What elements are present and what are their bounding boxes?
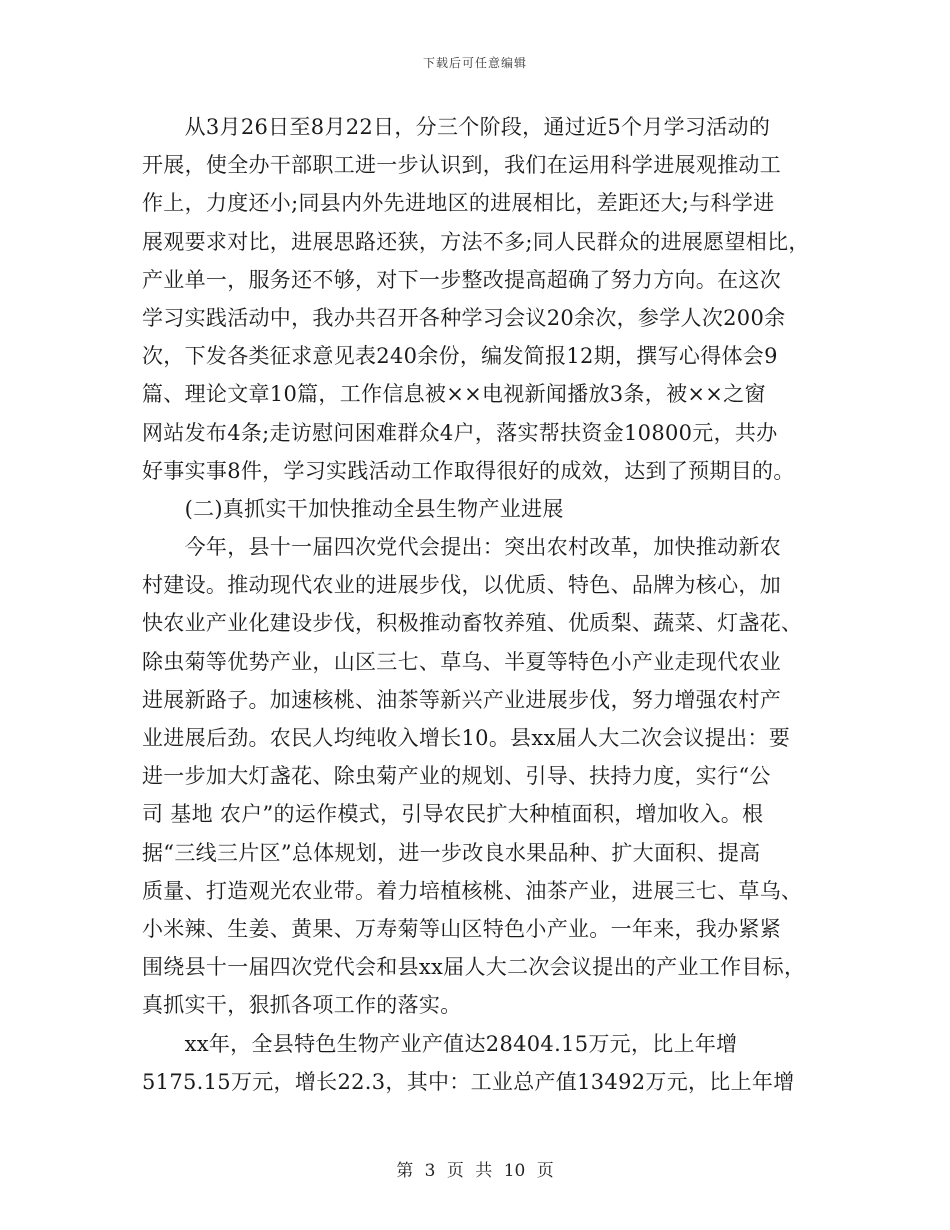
text-line: 围绕县十一届四次党代会和县xx届人大二次会议提出的产业工作目标， <box>142 955 806 980</box>
text-line: xx年，全县特色生物产业产值达28404.15万元，比上年增 <box>142 1031 738 1056</box>
text-line: 业进展后劲。农民人均纯收入增长10。县xx届人大二次会议提出：要 <box>142 726 791 750</box>
text-line: 小米辣、生姜、黄果、万寿菊等山区特色小产业。一年来，我办紧紧 <box>142 916 781 941</box>
text-line: 次，下发各类征求意见表240余份，编发简报12期，撰写心得体会9 <box>142 344 778 369</box>
text-line: 司 基地 农户”的运作模式，引导农民扩大种植面积，增加收入。根 <box>142 802 764 827</box>
text-line: 今年，县十一届四次党代会提出：突出农村改革，加快推动新农 <box>142 535 781 560</box>
text-line: 从3月26日至8月22日，分三个阶段，通过近5个月学习活动的 <box>142 115 771 139</box>
text-line: 开展，使全办干部职工进一步认识到，我们在运用科学进展观推动工 <box>142 153 781 178</box>
text-line: 真抓实干，狠抓各项工作的落实。 <box>142 993 462 1018</box>
text-line: 作上，力度还小;同县内外先进地区的进展相比，差距还大;与科学进 <box>142 191 775 216</box>
page-header: 下载后可任意编辑 <box>422 56 527 70</box>
text-line: 5175.15万元，增长22.3，其中：工业总产值13492万元，比上年增 <box>142 1069 795 1094</box>
section-heading: (二)真抓实干加快推动全县生物产业进展 <box>142 496 564 521</box>
text-line: 快农业产业化建设步伐，积极推动畜牧养殖、优质梨、蔬菜、灯盏花、 <box>142 611 803 636</box>
text-line: 篇、理论文章10篇，工作信息被××电视新闻播放3条，被××之窗 <box>142 382 766 407</box>
document-body <box>142 108 822 1101</box>
page-number: 第 3 页 共 10 页 <box>396 1161 554 1181</box>
text-line: 村建设。推动现代农业的进展步伐，以优质、特色、品牌为核心，加 <box>142 573 781 598</box>
text-line: 好事实事8件，学习实践活动工作取得很好的成效，达到了预期目的。 <box>142 458 795 483</box>
text-line: 产业单一，服务还不够，对下一步整改提高超确了努力方向。在这次 <box>142 267 781 292</box>
text-line: 学习实践活动中，我办共召开各种学习会议20余次，参学人次200余 <box>142 305 786 330</box>
text-line: 据“三线三片区”总体规划，进一步改良水果品种、扩大面积、提高 <box>142 840 761 865</box>
text-line: 展观要求对比，进展思路还狭，方法不多;同人民群众的进展愿望相比， <box>142 229 810 254</box>
text-line: 进一步加大灯盏花、除虫菊产业的规划、引导、扶持力度，实行“公 <box>142 764 771 789</box>
text-line: 质量、打造观光农业带。着力培植核桃、油茶产业，进展三七、草乌、 <box>142 878 803 903</box>
text-line: 进展新路子。加速核桃、油茶等新兴产业进展步伐，努力增强农村产 <box>142 687 781 712</box>
text-line: 除虫菊等优势产业，山区三七、草乌、半夏等特色小产业走现代农业 <box>142 649 781 674</box>
text-line: 网站发布4条;走访慰问困难群众4户，落实帮扶资金10800元，共办 <box>142 420 778 445</box>
